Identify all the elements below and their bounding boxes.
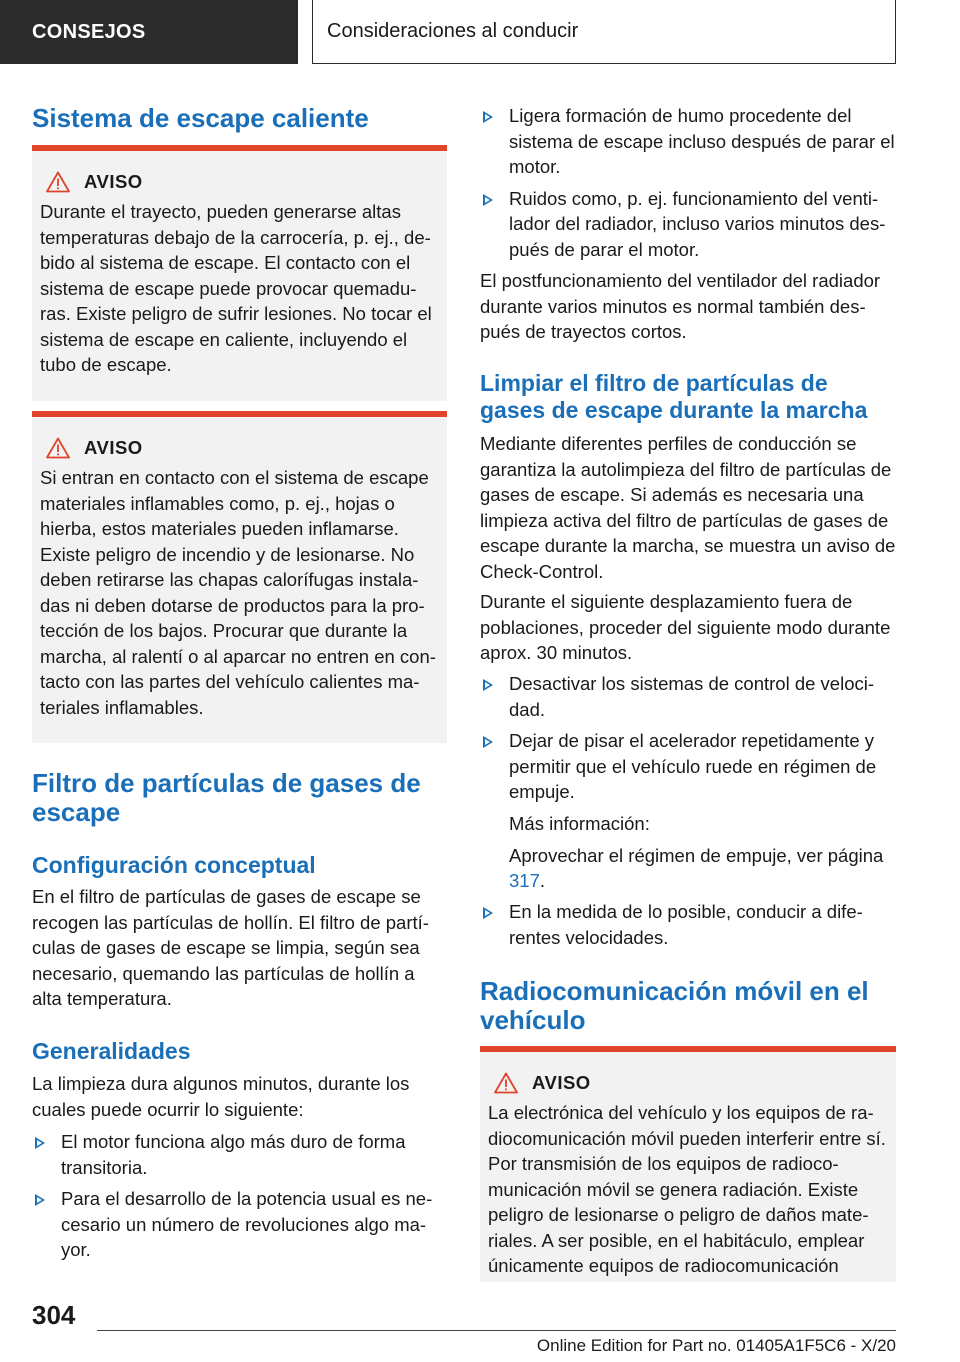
warning-triangle-icon — [46, 437, 70, 459]
heading-clean-filter: Limpiar el filtro de partículas de gases de escape durante la marcha — [480, 370, 868, 423]
list-item: Para el desarrollo de la potencia usual es necesario un número de revoluciones algo mayor. — [32, 1186, 447, 1263]
paragraph-concept: En el filtro de partículas de gases de escape se recogen las partículas de hollín. El filtro de partículas de gases de escape se limpia, según sea necesario, quemando las partículas de hollín a alta temperatura. — [32, 886, 429, 1009]
bullet-list-vary — [480, 899, 896, 956]
more-info-label: Más información: — [509, 813, 650, 834]
bullet-triangle-icon — [483, 111, 493, 123]
page-number: 304 — [32, 1300, 76, 1330]
warning-body: Si entran en contacto con el sistema de escape materiales inflamables como, p. ej., hojas o hierba, estos materiales pueden inflamarse. Existe peligro de incendio y de lesionarse. No deben retirarse las chapas calorífugas instaladas ni deben dotarse de productos para la protección de los bajos. Procurar que durante la marcha, al ralentí o al aparcar no entren en contacto con las partes del vehículo calientes materiales inflamables. — [40, 467, 436, 718]
bullet-triangle-icon — [35, 1194, 45, 1206]
bullet-list-procedure — [480, 671, 896, 811]
bullet-triangle-icon — [35, 1137, 45, 1149]
bullet-list-general — [32, 1129, 447, 1269]
footer-edition: Online Edition for Part no. 01405A1F5C6 - X/20 — [536, 1336, 896, 1355]
heading-general: Generalidades — [32, 1038, 191, 1064]
heading-radio: Radiocomunicación móvil en el vehículo — [480, 976, 869, 1035]
list-item: Dejar de pisar el acelerador repetidamente y permitir que el vehículo ruede en régimen de empuje. — [480, 728, 896, 805]
bullet-triangle-icon — [483, 907, 493, 919]
warning-title: AVISO — [84, 171, 143, 192]
list-item: En la medida de lo posible, conducir a diferentes velocidades. — [480, 899, 896, 950]
bullet-triangle-icon — [483, 194, 493, 206]
list-item: Desactivar los sistemas de control de velocidad. — [480, 671, 896, 722]
footer-divider — [97, 1330, 896, 1331]
bullet-triangle-icon — [483, 736, 493, 748]
header-chapter-title: Consideraciones al conducir — [312, 0, 896, 64]
list-item: El motor funciona algo más duro de forma transitoria. — [32, 1129, 447, 1180]
bullet-triangle-icon — [483, 679, 493, 691]
heading-hot-exhaust: Sistema de escape caliente — [32, 103, 369, 133]
coast-reference: Aprovechar el régimen de empuje, ver página 317. — [509, 844, 884, 891]
list-item: Ligera formación de humo procedente del sistema de escape incluso después de parar el motor. — [480, 103, 896, 180]
page-link[interactable]: 317 — [509, 870, 540, 891]
warning-box-2 — [32, 411, 447, 743]
heading-particle-filter: Filtro de partículas de gases de escape — [32, 768, 421, 827]
warning-triangle-icon — [46, 171, 70, 193]
header-section-tab: CONSEJOS — [0, 0, 298, 64]
paragraph-clean-1: Mediante diferentes perfiles de conducción se garantiza la autolimpieza del filtro de partículas de gases de escape. Si además es necesaria una limpieza activa del filtro de partículas de gases de escape durante la marcha, se muestra un aviso de Check-Control. — [480, 433, 896, 582]
heading-concept: Configuración conceptual — [32, 852, 316, 878]
warning-box-1 — [32, 145, 447, 401]
warning-title: AVISO — [84, 437, 143, 458]
warning-box-3 — [480, 1046, 896, 1282]
paragraph-general: La limpieza dura algunos minutos, durante los cuales puede ocurrir lo siguiente: — [32, 1073, 410, 1120]
bullet-list-effects — [480, 103, 896, 268]
warning-body: Durante el trayecto, pueden generarse altas temperaturas debajo de la carrocería, p. ej., debido al sistema de escape. El contacto con el sistema de escape puede provocar quemaduras. Existe peligro de sufrir lesiones. No tocar el sistema de escape en caliente, incluyendo el tubo de escape. — [40, 201, 432, 375]
warning-title: AVISO — [532, 1072, 591, 1093]
warning-triangle-icon — [494, 1072, 518, 1094]
list-item: Ruidos como, p. ej. funcionamiento del ventilador del radiador, incluso varios minutos después de parar el motor. — [480, 186, 896, 263]
warning-body: La electrónica del vehículo y los equipos de radiocomunicación móvil pueden interferir entre sí. Por transmisión de los equipos de radiocomunicación móvil se genera radiación. Existe peligro de lesionarse o peligro de daños materiales. A ser posible, en el habitáculo, emplear únicamente equipos de radiocomunicación — [488, 1102, 886, 1276]
paragraph-fan: El postfuncionamiento del ventilador del radiador durante varios minutos es normal también después de trayectos cortos. — [480, 270, 881, 342]
paragraph-clean-2: Durante el siguiente desplazamiento fuera de poblaciones, proceder del siguiente modo durante aprox. 30 minutos. — [480, 591, 891, 663]
